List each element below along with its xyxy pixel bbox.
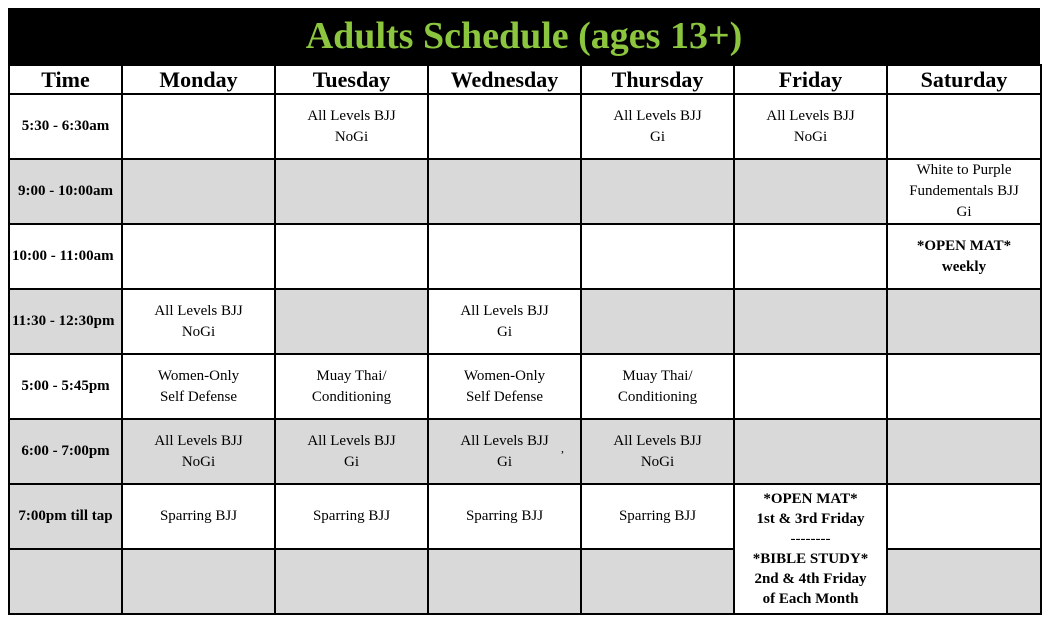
- class-style: NoGi: [640, 453, 675, 470]
- header-thursday: Thursday: [581, 65, 734, 94]
- schedule-title: Adults Schedule (ages 13+): [8, 8, 1040, 64]
- class-cell-thursday: [581, 94, 734, 159]
- class-name: All Levels BJJ: [307, 432, 396, 449]
- class-cell-saturday: [887, 549, 1041, 614]
- class-name: All Levels BJJ: [613, 432, 702, 449]
- open-mat-frequency: 1st & 3rd Friday: [756, 511, 865, 527]
- class-name: Muay Thai/: [316, 367, 387, 384]
- class-cell-monday: [122, 549, 275, 614]
- open-mat-frequency: weekly: [941, 258, 987, 275]
- class-style: Gi: [497, 323, 512, 340]
- class-style: NoGi: [181, 453, 216, 470]
- class-cell-wednesday: [428, 159, 581, 224]
- header-saturday: Saturday: [887, 65, 1041, 94]
- class-cell-thursday: [581, 419, 734, 484]
- class-cell-friday: [734, 94, 887, 159]
- class-cell-saturday: [887, 159, 1041, 224]
- schedule-row: [9, 419, 1041, 484]
- bible-study-label: *BIBLE STUDY*: [752, 551, 869, 567]
- class-name: Conditioning: [311, 388, 392, 405]
- class-cell-tuesday: [275, 289, 428, 354]
- divider-dashes: --------: [790, 531, 831, 547]
- class-cell-saturday: [887, 224, 1041, 289]
- class-cell-monday: Sparring BJJ: [122, 484, 275, 549]
- class-style: Gi: [497, 453, 512, 470]
- class-cell-wednesday: [428, 94, 581, 159]
- header-monday: Monday: [122, 65, 275, 94]
- class-name: Fundementals BJJ: [909, 183, 1019, 199]
- class-name: Women-Only: [463, 367, 546, 384]
- class-cell-tuesday: Sparring BJJ: [275, 484, 428, 549]
- class-cell-wednesday: Sparring BJJ: [428, 484, 581, 549]
- schedule-row: [9, 549, 1041, 614]
- time-slot: 7:00pm till tap: [9, 484, 122, 549]
- time-slot: 5:00 - 5:45pm: [9, 354, 122, 419]
- class-cell-friday: [734, 354, 887, 419]
- schedule-row: [9, 354, 1041, 419]
- header-wednesday: Wednesday: [428, 65, 581, 94]
- class-cell-monday: [122, 419, 275, 484]
- class-cell-tuesday: [275, 419, 428, 484]
- class-name: All Levels BJJ: [154, 432, 243, 449]
- class-cell-monday: [122, 159, 275, 224]
- class-style: Gi: [956, 204, 972, 220]
- class-cell-friday: [734, 159, 887, 224]
- class-cell-wednesday: [428, 419, 581, 484]
- class-cell-tuesday: [275, 159, 428, 224]
- class-cell-thursday: [581, 289, 734, 354]
- class-cell-thursday: [581, 354, 734, 419]
- class-cell-thursday: [581, 159, 734, 224]
- class-style: NoGi: [334, 128, 369, 145]
- class-cell-saturday: [887, 94, 1041, 159]
- class-style: Gi: [650, 128, 665, 145]
- header-friday: Friday: [734, 65, 887, 94]
- class-cell-saturday: [887, 484, 1041, 549]
- open-mat-label: *OPEN MAT*: [763, 491, 858, 507]
- schedule-row: [9, 94, 1041, 159]
- time-slot: 11:30 - 12:30pm: [9, 289, 122, 354]
- time-slot: 6:00 - 7:00pm: [9, 419, 122, 484]
- class-cell-tuesday: [275, 94, 428, 159]
- time-slot: 9:00 - 10:00am: [9, 159, 122, 224]
- class-cell-friday: [734, 289, 887, 354]
- time-slot: [9, 549, 122, 614]
- class-cell-monday: [122, 224, 275, 289]
- class-name: All Levels BJJ: [613, 107, 702, 124]
- class-cell-tuesday: [275, 354, 428, 419]
- schedule-row: [9, 159, 1041, 224]
- class-name: Conditioning: [617, 388, 698, 405]
- class-name: All Levels BJJ: [460, 432, 549, 449]
- class-cell-friday: [734, 419, 887, 484]
- class-name: White to Purple: [916, 162, 1012, 178]
- schedule-sheet: [8, 8, 1040, 615]
- class-name: All Levels BJJ: [154, 302, 243, 319]
- class-cell-saturday: [887, 289, 1041, 354]
- class-cell-friday: [734, 224, 887, 289]
- bible-study-frequency: of Each Month: [762, 591, 859, 607]
- class-cell-tuesday: [275, 549, 428, 614]
- class-cell-wednesday: [428, 354, 581, 419]
- class-name: Self Defense: [465, 388, 544, 405]
- class-cell-saturday: [887, 354, 1041, 419]
- class-cell-wednesday: [428, 289, 581, 354]
- schedule-row: [9, 289, 1041, 354]
- class-cell-monday: [122, 94, 275, 159]
- header-time: Time: [9, 65, 122, 94]
- bible-study-frequency: 2nd & 4th Friday: [754, 571, 867, 587]
- class-name: Women-Only: [157, 367, 240, 384]
- class-name: All Levels BJJ: [460, 302, 549, 319]
- class-cell-monday: [122, 354, 275, 419]
- class-style: NoGi: [793, 128, 828, 145]
- class-cell-thursday: [581, 549, 734, 614]
- class-style: NoGi: [181, 323, 216, 340]
- schedule-table: [8, 64, 1042, 615]
- header-row: [9, 65, 1041, 94]
- time-slot: 5:30 - 6:30am: [9, 94, 122, 159]
- class-name: Muay Thai/: [622, 367, 693, 384]
- class-cell-thursday: Sparring BJJ: [581, 484, 734, 549]
- class-cell-wednesday: [428, 224, 581, 289]
- open-mat-label: *OPEN MAT*: [916, 237, 1012, 254]
- class-style: Gi: [344, 453, 359, 470]
- class-cell-thursday: [581, 224, 734, 289]
- class-cell-tuesday: [275, 224, 428, 289]
- class-name: Self Defense: [159, 388, 238, 405]
- schedule-row: [9, 224, 1041, 289]
- schedule-row: [9, 484, 1041, 549]
- class-cell-monday: [122, 289, 275, 354]
- time-slot: 10:00 - 11:00am: [9, 224, 122, 289]
- header-tuesday: Tuesday: [275, 65, 428, 94]
- class-name: All Levels BJJ: [766, 107, 855, 124]
- class-cell-wednesday: [428, 549, 581, 614]
- class-cell-friday-evening: [734, 484, 887, 614]
- class-name: All Levels BJJ: [307, 107, 396, 124]
- class-cell-saturday: [887, 419, 1041, 484]
- stray-mark: ,: [561, 441, 564, 455]
